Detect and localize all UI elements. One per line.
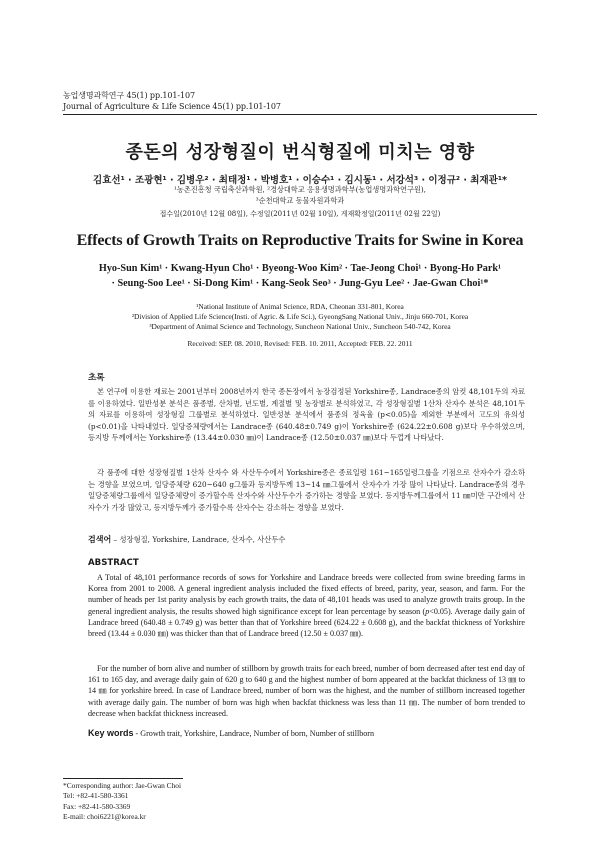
keywords-english — [88, 728, 374, 738]
p-value-symbol: p — [425, 606, 430, 616]
footnote-rule — [63, 778, 183, 779]
title-korean: 종돈의 성장형질이 번식형질에 미치는 영향 — [125, 142, 475, 163]
keywords-korean-list: – 성장형질, Yorkshire, Landrace, 산자수, 사산두수 — [113, 535, 286, 544]
keywords-korean — [88, 534, 285, 545]
abstract-en-heading: ABSTRACT — [88, 558, 139, 568]
title-english: Effects of Growth Traits on Reproductive Traits for Swine in Korea — [76, 232, 524, 249]
keywords-english-list: - Growth trait, Yorkshire, Landrace, Number of born, Number of stillborn — [135, 729, 375, 738]
affiliation-korean-1: ¹농촌진흥청 국립축산과학원, ²경상대학교 응용생명과학부(농업생명과학연구원), — [174, 185, 426, 194]
header-rule — [63, 114, 537, 115]
footnote-fax: Fax: +82-41-580-3369 — [63, 801, 131, 811]
abstract-en-paragraph-1 — [88, 572, 525, 639]
affiliation-english-2: ²Division of Applied Life Science(Insti. of Agric. & Life Sci.), GyeongSang National Univ., Jinju 660-701, Korea — [131, 312, 469, 321]
footnote-email: E-mail: choi6221@korea.kr — [63, 812, 146, 822]
keywords-korean-label: 검색어 — [88, 535, 112, 544]
journal-header-ko: 농업생명과학연구 45(1) pp.101-107 — [63, 91, 195, 100]
abstract-en-p1-post: <0.05). Average daily gain of Landrace breed (640.48 ± 0.749 g) was better than that of Yorkshire breed (624.22 ± 0.608 g), and the backfat thickness of Yorkshire breed (13.44 ± 0.030 ㎜) was thicker than that of Landrace breed (12.50 ± 0.037 ㎜). — [88, 606, 526, 639]
journal-header-en: Journal of Agriculture & Life Science 45(1) pp.101-107 — [63, 102, 281, 111]
authors-korean: 김효선¹ · 조광현¹ · 김병우² · 최태정¹ · 박병호¹ · 이승수¹ · 김시동¹ · 서강석³ · 이정규² · 최재관¹* — [93, 175, 507, 186]
journal-header — [63, 90, 281, 112]
affiliation-english-3: ³Department of Animal Science and Technology, Suncheon National Univ., Suncheon 540-742, Korea — [149, 322, 451, 331]
abstract-ko-paragraph-2: 각 품종에 대한 성장형질별 1산차 산자수 와 사산두수에서 Yorkshire종은 종료일령 161~165일령그룹을 기점으로 산자수가 감소하는 경향을 보였으며, 일당증체량 620~640 g그룹과 등지방두께 13~14 ㎜그룹에서 산자수가 가장 많이 나타났다. Landrace종의 경우 일당증체량그룹에서 일당증체량이 증가할수록 산자수와 사산두수가 증가하는 경향을 보였다. 등지방두께그룹에서 11 ㎜미만 구간에서 산자수가 가장 많았고, 등지방두께가 증가할수록 산자수는 감소하는 경향을 보였다. — [88, 468, 525, 512]
footnote-tel: Tel: +82-41-580-3361 — [63, 791, 129, 801]
affiliation-english-1: ¹National Institute of Animal Science, RDA, Cheonan 331-801, Korea — [196, 302, 404, 311]
corresponding-author: *Corresponding author: Jae-Gwan Choi — [63, 781, 182, 790]
keywords-english-label: Key words — [88, 728, 134, 738]
footnote — [63, 781, 181, 823]
authors-english-line-1: Hyo-Sun Kim¹ · Kwang-Hyun Cho¹ · Byeong-Woo Kim² · Tae-Jeong Choi¹ · Byong-Ho Park¹ — [98, 263, 502, 274]
affiliation-korean-2: ³순천대학교 동물자원과학과 — [255, 196, 345, 205]
dates-english: Received: SEP. 08. 2010, Revised: FEB. 10. 2011, Accepted: FEB. 22. 2011 — [187, 339, 413, 348]
abstract-en-p1-pre: A Total of 48,101 performance records of sows for Yorkshire and Landrace breeds were collected from swine breeding farms in Korea from 2001 to 2008. A general ingredient analysis included the fixed effects of breed, parity, year, season, and farm. For the number of heads per 1st parity analysis by each growth traits, the data of 48,101 heads was used to analyze growth traits group. In the general ingredient analysis, the results showed high significance except for lean percentage by season ( — [88, 573, 525, 616]
dates-korean: 접수일(2010년 12월 08일), 수정일(2011년 02월 10일), 게재확정일(2011년 02월 22일) — [159, 210, 441, 218]
authors-english-line-2: · Seung-Soo Lee¹ · Si-Dong Kim¹ · Kang-Seok Seo³ · Jung-Gyu Lee² · Jae-Gwan Choi¹* — [111, 278, 489, 289]
abstract-ko-paragraph-1: 본 연구에 이용한 재료는 2001년부터 2008년까지 한국 종돈장에서 농장검정된 Yorkshire종, Landrace종의 암컷 48,101두의 자료를 이용하였다. 일반성분 분석은 품종별, 산차별, 년도별, 계절별 및 농장별로 분석하였고, 각 성장형질별 1산차 산자수 분석은 48,101두의 자료를 이용하여 성장형질 그룹별로 분석하였다. 일반성분 분석에서 품종의 정육율 (p<0.05)을 제외한 부분에서 고도의 유의성(p<0.01)을 나타내었다. 일당증체량에서는 Landrace종 (640.48±0.749 g)이 Yorkshire종 (624.22±0.608 g)보다 우수하였으며, 등지방 두께에서는 Yorkshire종 (13.44±0.030 ㎜)이 Landrace종 (12.50±0.037 ㎜)보다 두껍게 나타났다. — [88, 387, 525, 443]
abstract-ko-heading: 초록 — [88, 373, 105, 383]
abstract-en-paragraph-2: For the number of born alive and number of stillborn by growth traits for each breed, number of born decreased after test end day of 161 to 165 day, and average daily gain of 620 g to 640 g and the highest number of born appeared at the backfat thickness of 13 ㎜ to 14 ㎜ for yorkshire breed. In case of Landrace breed, number of born was the highest, and the number of stillborn increased together with average daily gain. The number of born was high when backfat thickness was less than 11 ㎜. The number of born trended to decrease when backfat thickness increased. — [88, 664, 525, 718]
